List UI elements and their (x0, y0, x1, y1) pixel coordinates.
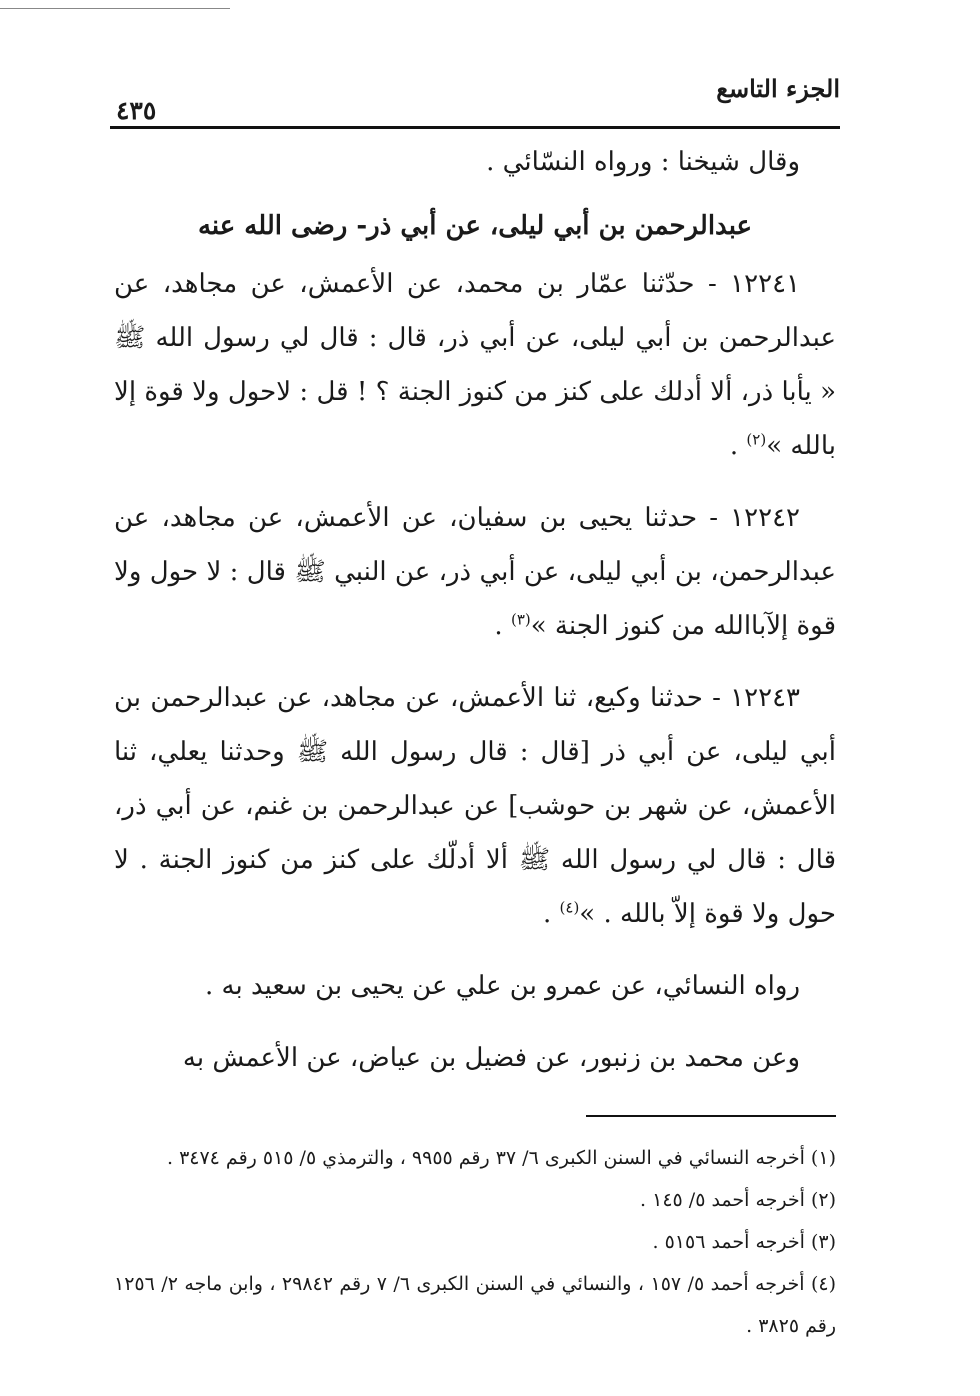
running-title: الجزء التاسع (716, 74, 840, 103)
hadith-text: ١٢٢٤٣ - حدثنا وكيع، ثنا الأعمش، عن مجاهد، عن عبدالرحمن بن أبي ليلى، عن أبي ذر [قال : قال رسول الله ﷺ وحدثنا يعلي، ثنا الأعمش، عن شهر بن حوشب] عن عبدالرحمن بن غنم، عن أبي ذر، قال : قال لي رسول الله ﷺ ألا أدلّك على كنز من كنوز الجنة . لا حول ولا قوة إلاّ بالله . » (114, 683, 836, 929)
footnote-separator (586, 1115, 836, 1117)
narration-line: رواه النسائي، عن عمرو بن علي عن يحيى بن سعيد به . (205, 971, 800, 1001)
section-heading: عبدالرحمن بن أبي ليلى، عن أبي ذر- رضى الله عنه (197, 211, 753, 241)
footnote-ref: (٣) (510, 610, 531, 629)
page-body (110, 135, 840, 1347)
running-header (110, 60, 840, 124)
footnote-ref: (٢) (746, 430, 767, 449)
footnote-ref: (٤) (559, 898, 580, 917)
book-page (110, 60, 840, 1347)
hadith-text: ١٢٢٤٢ - حدثنا يحيى بن سفيان، عن الأعمش، عن مجاهد، عن عبدالرحمن، بن أبي ليلى، عن أبي ذر، عن النبي ﷺ قال : لا حول ولا قوة إلآباالله من كنوز الجنة » (114, 503, 836, 641)
header-rule (110, 126, 840, 129)
hadith-12242: ١٢٢٤٢ - حدثنا يحيى بن سفيان، عن الأعمش، عن مجاهد، عن عبدالرحمن، بن أبي ليلى، عن أبي ذر، عن النبي ﷺ قال : لا حول ولا قوة إلآباالله من كنوز الجنة »$^{(٣)}$ . (114, 503, 836, 641)
footnote: (٢) أخرجه أحمد ٥/ ١٤٥ . (640, 1189, 836, 1211)
footnote: (٣) أخرجه أحمد ٥١٥٦ . (652, 1231, 836, 1253)
footnote: (٤) أخرجه أحمد ٥/ ١٥٧ ، والنسائي في السنن الكبرى ٦/ ٧ رقم ٢٩٨٤٢ ، وابن ماجه ٢/ ١٢٥٦ رقم ٣٨٢٥ . (114, 1273, 836, 1337)
footnote: (١) أخرجه النسائي في السنن الكبرى ٦/ ٣٧ رقم ٩٩٥٥ ، والترمذي ٥/ ٥١٥ رقم ٣٤٧٤ . (166, 1147, 836, 1169)
top-edge-rule (0, 8, 230, 9)
hadith-text: ١٢٢٤١ - حدّثنا عمّار بن محمد، عن الأعمش، عن مجاهد، عن عبدالرحمن بن أبي ليلى، عن أبي ذر، قال : قال لي رسول الله ﷺ « يأبا ذر، ألا أدلك على كنز من كنوز الجنة ؟ ! قل : لاحول ولا قوة إلا بالله » (114, 269, 836, 461)
hadith-12243: ١٢٢٤٣ - حدثنا وكيع، ثنا الأعمش، عن مجاهد، عن عبدالرحمن بن أبي ليلى، عن أبي ذر [قال : قال رسول الله ﷺ وحدثنا يعلي، ثنا الأعمش، عن شهر بن حوشب] عن عبدالرحمن بن غنم، عن أبي ذر، قال : قال لي رسول الله ﷺ ألا أدلّك على كنز من كنوز الجنة . لا حول ولا قوة إلاّ بالله . »$^{(٤)}$ . (114, 683, 836, 929)
page-number: ٤٣٥ (116, 96, 157, 125)
hadith-12241: ١٢٢٤١ - حدّثنا عمّار بن محمد، عن الأعمش، عن مجاهد، عن عبدالرحمن بن أبي ليلى، عن أبي ذر، قال : قال لي رسول الله ﷺ « يأبا ذر، ألا أدلك على كنز من كنوز الجنة ؟ ! قل : لاحول ولا قوة إلا بالله »$^{(٢)}$ . (114, 269, 836, 461)
narration-line: وعن محمد بن زنبور، عن فضيل بن عياض، عن الأعمش به (182, 1043, 800, 1073)
intro-line: وقال شيخنا : ورواه النسّائي . (486, 147, 800, 177)
